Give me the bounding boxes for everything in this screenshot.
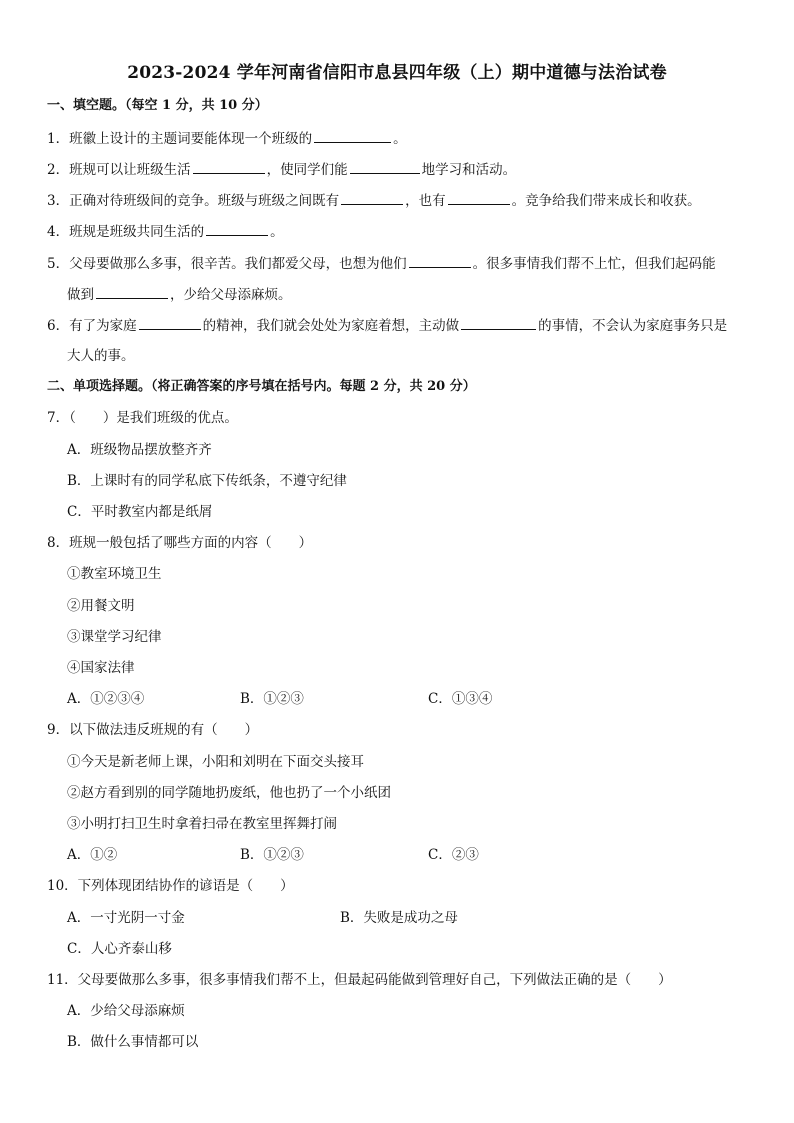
q2-text-b: ，使同学们能 bbox=[266, 162, 348, 178]
q6-text-a: 6．有了为家庭 bbox=[47, 318, 137, 334]
q7-option-a: A．班级物品摆放整齐齐 bbox=[67, 442, 212, 458]
q3-text-c: 。竞争给我们带来成长和收获。 bbox=[511, 193, 701, 209]
answer-blank bbox=[96, 284, 168, 299]
q6-text-c: 的事情，不会认为家庭事务只是 bbox=[538, 318, 728, 334]
q5-text-a: 5．父母要做那么多事，很辛苦。我们都爱父母，也想为他们 bbox=[47, 256, 407, 272]
q7-option-c: C．平时教室内都是纸屑 bbox=[67, 504, 213, 520]
q10-option-a: A．一寸光阴一寸金 bbox=[67, 910, 185, 926]
q9-item-3: ③小明打扫卫生时拿着扫帚在教室里挥舞打闹 bbox=[67, 816, 337, 832]
q10-option-c: C．人心齐泰山移 bbox=[67, 941, 172, 957]
q4-text-b: 。 bbox=[270, 224, 284, 240]
q8-item-1: ①教室环境卫生 bbox=[67, 566, 162, 582]
question-3 bbox=[47, 190, 701, 211]
q2-text-c: 地学习和活动。 bbox=[421, 162, 517, 178]
answer-blank bbox=[193, 159, 265, 174]
q9-option-c: C．②③ bbox=[428, 847, 479, 863]
question-9: 9．以下做法违反班规的有（ ） bbox=[47, 722, 259, 738]
q3-text-b: ，也有 bbox=[405, 193, 446, 209]
q10-option-b: B．失败是成功之母 bbox=[340, 910, 458, 926]
q5-text-c: 做到 bbox=[67, 287, 94, 303]
question-5-continued bbox=[67, 284, 292, 305]
section-1-heading: 一、填空题。（每空 1 分，共 10 分） bbox=[47, 98, 268, 113]
question-10: 10．下列体现团结协作的谚语是（ ） bbox=[47, 878, 294, 894]
q9-option-b: B．①②③ bbox=[240, 847, 304, 863]
answer-blank bbox=[461, 315, 536, 330]
question-8: 8．班规一般包括了哪些方面的内容（ ） bbox=[47, 535, 313, 551]
section-2-heading: 二、单项选择题。（将正确答案的序号填在括号内。每题 2 分，共 20 分） bbox=[47, 379, 476, 394]
q11-option-b: B．做什么事情都可以 bbox=[67, 1034, 199, 1050]
question-11: 11．父母要做那么多事，很多事情我们帮不上，但最起码能做到管理好自己，下列做法正确的是（ ） bbox=[47, 972, 672, 988]
question-1 bbox=[47, 128, 407, 149]
q8-option-b: B．①②③ bbox=[240, 691, 304, 707]
q8-item-2: ②用餐文明 bbox=[67, 598, 135, 614]
q3-text-a: 3．正确对待班级间的竞争。班级与班级之间既有 bbox=[47, 193, 340, 209]
page-title: 2023-2024 学年河南省信阳市息县四年级（上）期中道德与法治试卷 bbox=[127, 63, 667, 83]
answer-blank bbox=[314, 128, 391, 143]
q5-text-b: 。很多事情我们帮不上忙，但我们起码能 bbox=[472, 256, 716, 272]
q7-option-b: B．上课时有的同学私底下传纸条，不遵守纪律 bbox=[67, 473, 347, 489]
q8-item-4: ④国家法律 bbox=[67, 660, 135, 676]
question-4 bbox=[47, 221, 284, 242]
question-6 bbox=[47, 315, 727, 336]
answer-blank bbox=[139, 315, 201, 330]
q9-item-1: ①今天是新老师上课，小阳和刘明在下面交头接耳 bbox=[67, 754, 364, 770]
q5-text-d: ，少给父母添麻烦。 bbox=[170, 287, 292, 303]
answer-blank bbox=[409, 253, 471, 268]
q8-item-3: ③课堂学习纪律 bbox=[67, 629, 162, 645]
answer-blank bbox=[448, 190, 510, 205]
q6-text-b: 的精神，我们就会处处为家庭着想，主动做 bbox=[202, 318, 460, 334]
q8-option-a: A．①②③④ bbox=[67, 691, 145, 707]
q1-text-b: 。 bbox=[393, 131, 407, 147]
q1-text-a: 1．班徽上设计的主题词要能体现一个班级的 bbox=[47, 131, 313, 147]
question-5 bbox=[47, 253, 716, 274]
q9-item-2: ②赵方看到别的同学随地扔废纸，他也扔了一个小纸团 bbox=[67, 785, 391, 801]
answer-blank bbox=[341, 190, 403, 205]
q8-option-c: C．①③④ bbox=[428, 691, 493, 707]
answer-blank bbox=[350, 159, 420, 174]
question-6-continued: 大人的事。 bbox=[67, 348, 135, 364]
q4-text-a: 4．班规是班级共同生活的 bbox=[47, 224, 205, 240]
question-7: 7．（ ）是我们班级的优点。 bbox=[47, 410, 238, 426]
q2-text-a: 2．班规可以让班级生活 bbox=[47, 162, 191, 178]
q9-option-a: A．①② bbox=[67, 847, 118, 863]
answer-blank bbox=[206, 221, 268, 236]
q11-option-a: A．少给父母添麻烦 bbox=[67, 1003, 185, 1019]
question-2 bbox=[47, 159, 516, 180]
